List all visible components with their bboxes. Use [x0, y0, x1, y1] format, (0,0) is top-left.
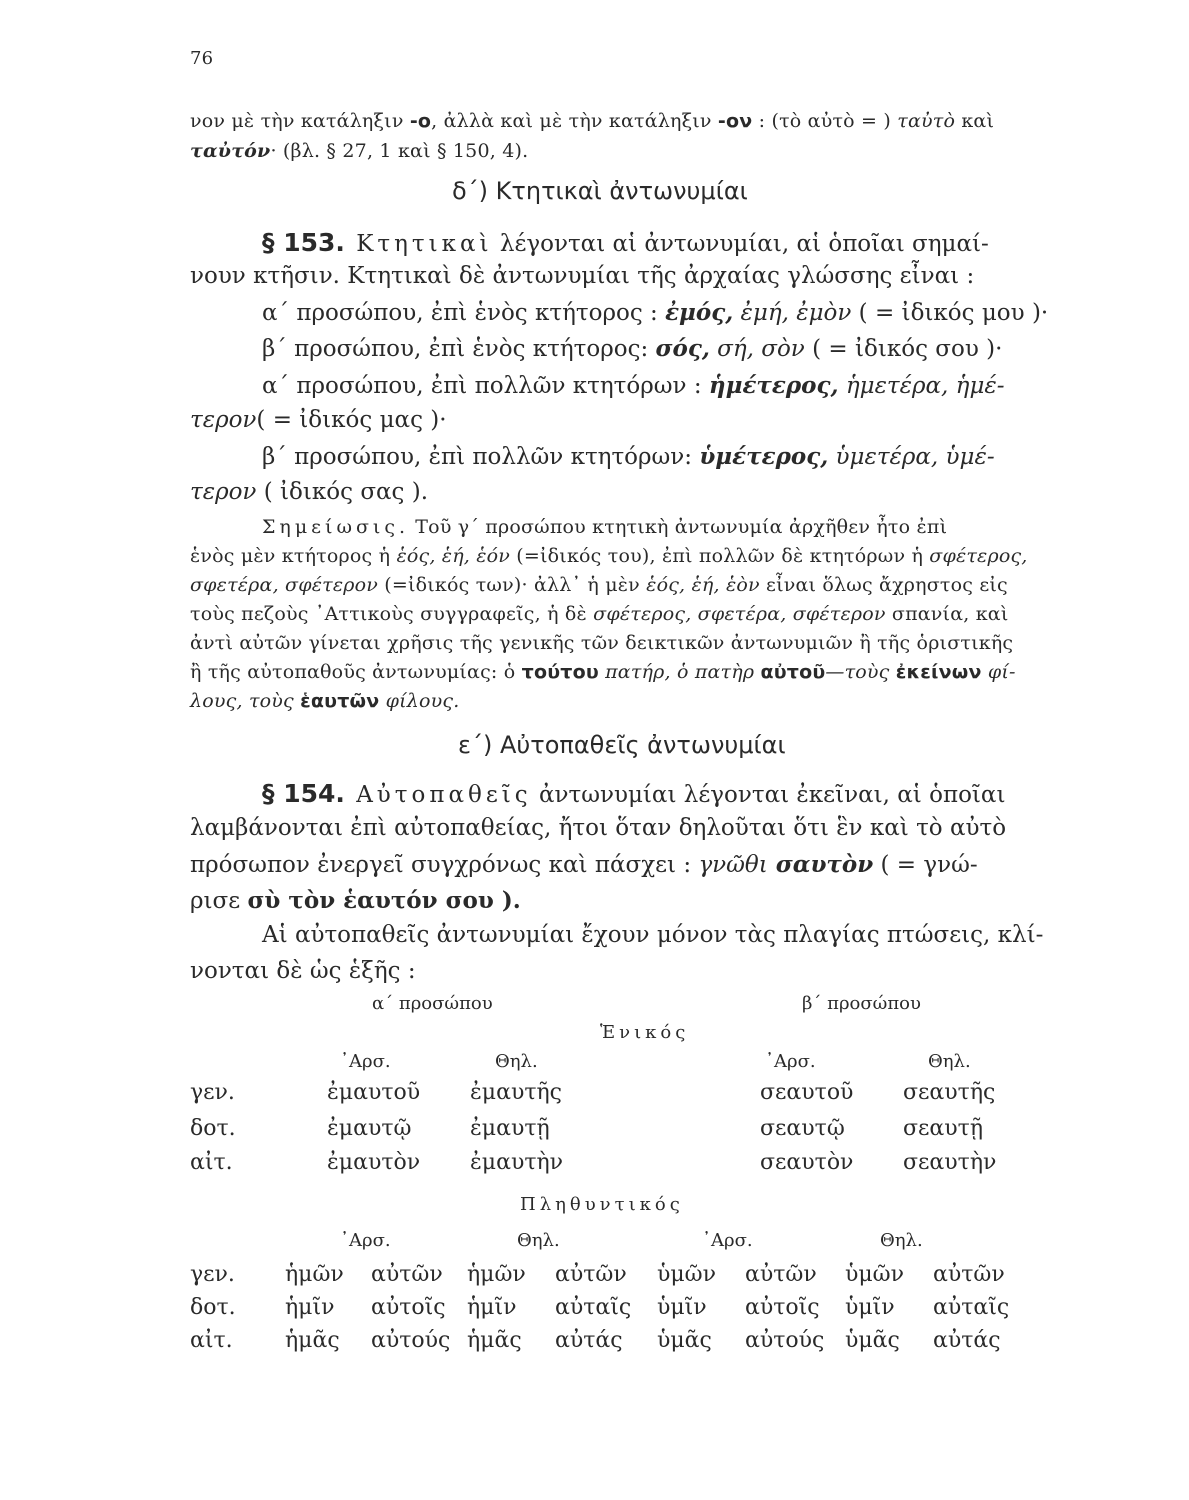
term: σφέτερος, [929, 545, 1028, 567]
row-case: γεν. [190, 1080, 235, 1105]
section-heading-d: δ΄) Κτητικαὶ ἀντωνυμίαι [452, 177, 748, 205]
note-line-3 [190, 574, 1008, 596]
text: λους, τοὺς [190, 690, 301, 712]
text: ( ἰδικός σας ). [256, 479, 429, 505]
item-2 [262, 335, 1002, 362]
text: πατήρ, ὁ πατὴρ [598, 661, 761, 683]
page-number: 76 [190, 48, 214, 69]
text: λέγονται αἱ ἀντωνυμίαι, αἱ ὁποῖαι σημαί- [492, 231, 989, 257]
note-label: Σημείωσις. [262, 516, 410, 538]
note-line-1 [262, 516, 947, 538]
header-person-2: β΄ προσώπου [802, 993, 921, 1014]
cell: ἡμῖν [285, 1295, 335, 1320]
cell: αὐτάς [933, 1328, 1001, 1353]
ending-o: -ο [409, 110, 432, 132]
plural-label: Πληθυντικός [520, 1194, 684, 1215]
term: τερον [190, 407, 257, 433]
col-masc-2: ᾿Αρσ. [702, 1230, 753, 1251]
cell: ἡμῖν [467, 1295, 517, 1320]
term: ὑμέτερος, [699, 443, 829, 470]
cell: ἐμαυτὸν [327, 1150, 421, 1175]
text: νον μὲ τὴν κατάληξιν [190, 110, 410, 132]
item-3-continued [190, 407, 447, 433]
cell: ἐμαυτῷ [327, 1116, 412, 1141]
cell: ὑμᾶς [657, 1328, 712, 1353]
term: ἑός, ἑή, ἑόν [396, 545, 511, 567]
text: φίλους. [379, 690, 460, 712]
text: ( = ἰδικός μου )· [851, 300, 1049, 326]
item-3 [262, 372, 1005, 399]
paragraph-154-line-4 [190, 887, 521, 914]
text: : (τὸ αὐτὸ = ) [752, 110, 898, 132]
text: καὶ [955, 110, 995, 132]
col-masc-1: ᾿Αρσ. [340, 1051, 391, 1072]
text: · (βλ. § 27, 1 καὶ § 150, 4). [270, 140, 529, 162]
paragraph-154-line-3 [190, 851, 978, 878]
text: , ἀλλὰ καὶ μὲ τὴν κατάληξιν [431, 110, 718, 132]
cell: αὐταῖς [555, 1295, 632, 1320]
term: ἡμετέρα, ἡμέ- [838, 373, 1005, 399]
term: ἐκείνων [895, 661, 982, 683]
spaced-term: Αὐτοπαθεῖς [344, 782, 532, 808]
cell: αὐτῶν [745, 1262, 817, 1287]
cell: ἐμαυτὴν [470, 1150, 564, 1175]
cell: ὑμῖν [845, 1295, 895, 1320]
cell: ἡμῶν [285, 1262, 344, 1287]
paragraph-153-line-1 [262, 228, 989, 257]
term: ὑμετέρα, ὑμέ- [828, 444, 995, 470]
note-line-5: ἀντὶ αὐτῶν γίνεται χρῆσις τῆς γενικῆς τῶν δεικτικῶν ἀντωνυμιῶν ἢ τῆς ὁριστικῆς [190, 632, 1014, 654]
term: σφέτερος, σφετέρα, σφέτερον [593, 603, 886, 625]
text: (=ἰδικός των)· ἀλλ᾿ ἡ μὲν [378, 574, 647, 596]
term: ἡμέτερος, [708, 372, 839, 399]
cell: ὑμῖν [657, 1295, 707, 1320]
item-4-continued [190, 479, 428, 505]
cell: αὐτῶν [933, 1262, 1005, 1287]
section-heading-e: ε΄) Αὐτοπαθεῖς ἀντωνυμίαι [458, 731, 786, 759]
term: ἑός, ἑή, ἑὸν [646, 574, 760, 596]
term: ἑαυτῶν [300, 690, 380, 712]
cell: σεαυτῇ [903, 1116, 983, 1141]
term: ταὐτὸ [897, 110, 956, 132]
text: ρισε [190, 888, 248, 914]
text: τοὺς πεζοὺς ᾿Αττικοὺς συγγραφεῖς, ἡ δὲ [190, 603, 594, 625]
term: γνῶθι [698, 852, 768, 878]
text: φί- [981, 661, 1016, 683]
cell: ἐμαυτῆς [470, 1080, 563, 1105]
row-case: δοτ. [190, 1295, 236, 1320]
cell: ἡμῶν [467, 1262, 526, 1287]
term: σὺ τὸν ἑαυτόν σου ). [247, 887, 521, 914]
text: πρόσωπον ἐνεργεῖ συγχρόνως καὶ πάσχει : [190, 852, 699, 878]
note-line-7 [190, 690, 460, 712]
cell: ὑμῶν [845, 1262, 904, 1287]
cell: ἡμᾶς [285, 1328, 340, 1353]
term: αὐτοῦ [760, 661, 826, 683]
cell: ἐμαυτοῦ [327, 1080, 421, 1105]
cell: αὐτῶν [555, 1262, 627, 1287]
cell: αὐτοῖς [745, 1295, 820, 1320]
col-fem-2: Θηλ. [928, 1051, 971, 1072]
note-line-2 [190, 545, 1028, 567]
note-line-6 [190, 661, 1016, 683]
intro-line-1 [190, 110, 994, 132]
spaced-term: Κτητικαὶ [344, 231, 493, 257]
cell: σεαυτὴν [903, 1150, 997, 1175]
text: β΄ προσώπου, ἐπὶ πολλῶν κτητόρων: [262, 444, 700, 470]
cell: αὐταῖς [933, 1295, 1010, 1320]
text: (=ἰδικός του), ἐπὶ πολλῶν δὲ κτητόρων ἡ [510, 545, 930, 567]
term: σφετέρα, σφέτερον [190, 574, 378, 596]
row-case: αἰτ. [190, 1328, 233, 1353]
term: σός, [655, 335, 710, 362]
term: ἐμή, ἐμὸν [733, 300, 852, 326]
cell: ἡμᾶς [467, 1328, 522, 1353]
cell: αὐτῶν [371, 1262, 443, 1287]
text: α΄ προσώπου, ἐπὶ πολλῶν κτητόρων : [262, 373, 709, 399]
term: τούτου [521, 661, 599, 683]
section-number: § 153. [262, 228, 345, 257]
item-1 [262, 299, 1048, 326]
term: ταὐτόν [190, 140, 271, 162]
text: α΄ προσώπου, ἐπὶ ἑνὸς κτήτορος : [262, 300, 666, 326]
ending-on: -ον [717, 110, 753, 132]
text: ἀντωνυμίαι λέγονται ἐκεῖναι, αἱ ὁποῖαι [531, 782, 1006, 808]
cell: ὑμᾶς [845, 1328, 900, 1353]
text: ( = γνώ- [873, 852, 978, 878]
col-fem-1: Θηλ. [495, 1051, 538, 1072]
cell: ὑμῶν [657, 1262, 716, 1287]
cell: αὐτοῖς [371, 1295, 446, 1320]
cell: σεαυτοῦ [760, 1080, 854, 1105]
col-fem-2: Θηλ. [880, 1230, 923, 1251]
paragraph-154-line-1 [262, 779, 1005, 808]
text: ( = ἰδικός μας )· [256, 407, 447, 433]
term: τερον [190, 479, 257, 505]
note-line-4 [190, 603, 1008, 625]
paragraph-153-line-2: νουν κτῆσιν. Κτητικαὶ δὲ ἀντωνυμίαι τῆς ἀρχαίας γλώσσης εἶναι : [190, 263, 975, 289]
col-fem-1: Θηλ. [517, 1230, 560, 1251]
text: —τοὺς [825, 661, 896, 683]
cell: αὐτούς [745, 1328, 825, 1353]
item-4 [262, 443, 995, 470]
cell: ἐμαυτῇ [470, 1116, 550, 1141]
cell: αὐτούς [371, 1328, 451, 1353]
text: ( = ἰδικός σου )· [804, 336, 1003, 362]
col-masc-1: ᾿Αρσ. [340, 1230, 391, 1251]
cell: σεαυτῷ [760, 1116, 845, 1141]
row-case: γεν. [190, 1262, 235, 1287]
col-masc-2: ᾿Αρσ. [765, 1051, 816, 1072]
text: β΄ προσώπου, ἐπὶ ἑνὸς κτήτορος: [262, 336, 656, 362]
term: σή, σὸν [709, 336, 805, 362]
header-person-1: α΄ προσώπου [372, 993, 493, 1014]
text: εἶναι ὅλως ἄχρηστος εἰς [759, 574, 1008, 596]
text: σπανία, καὶ [885, 603, 1009, 625]
paragraph-154-line-5: Αἱ αὐτοπαθεῖς ἀντωνυμίαι ἔχουν μόνον τὰς πλαγίας πτώσεις, κλί- [262, 922, 1044, 948]
text: ἢ τῆς αὐτοπαθοῦς ἀντωνυμίας: ὁ [190, 661, 522, 683]
term: σαυτὸν [767, 851, 874, 878]
term: ἐμός, [665, 299, 734, 326]
text: ἑνὸς μὲν κτήτορος ἡ [190, 545, 397, 567]
text: Τοῦ γ΄ προσώπου κτητικὴ ἀντωνυμία ἀρχῆθεν ἦτο ἐπὶ [409, 516, 948, 538]
singular-label: Ἑνικός [600, 1022, 690, 1043]
cell: σεαυτῆς [903, 1080, 996, 1105]
cell: αὐτάς [555, 1328, 623, 1353]
paragraph-154-line-2: λαμβάνονται ἐπὶ αὐτοπαθείας, ἤτοι ὅταν δηλοῦται ὅτι ἓν καὶ τὸ αὐτὸ [190, 815, 1007, 841]
section-number: § 154. [262, 779, 345, 808]
paragraph-154-line-6: νονται δὲ ὡς ἑξῆς : [190, 958, 416, 984]
row-case: αἰτ. [190, 1150, 233, 1175]
cell: σεαυτὸν [760, 1150, 854, 1175]
row-case: δοτ. [190, 1116, 236, 1141]
intro-line-2 [190, 140, 528, 162]
